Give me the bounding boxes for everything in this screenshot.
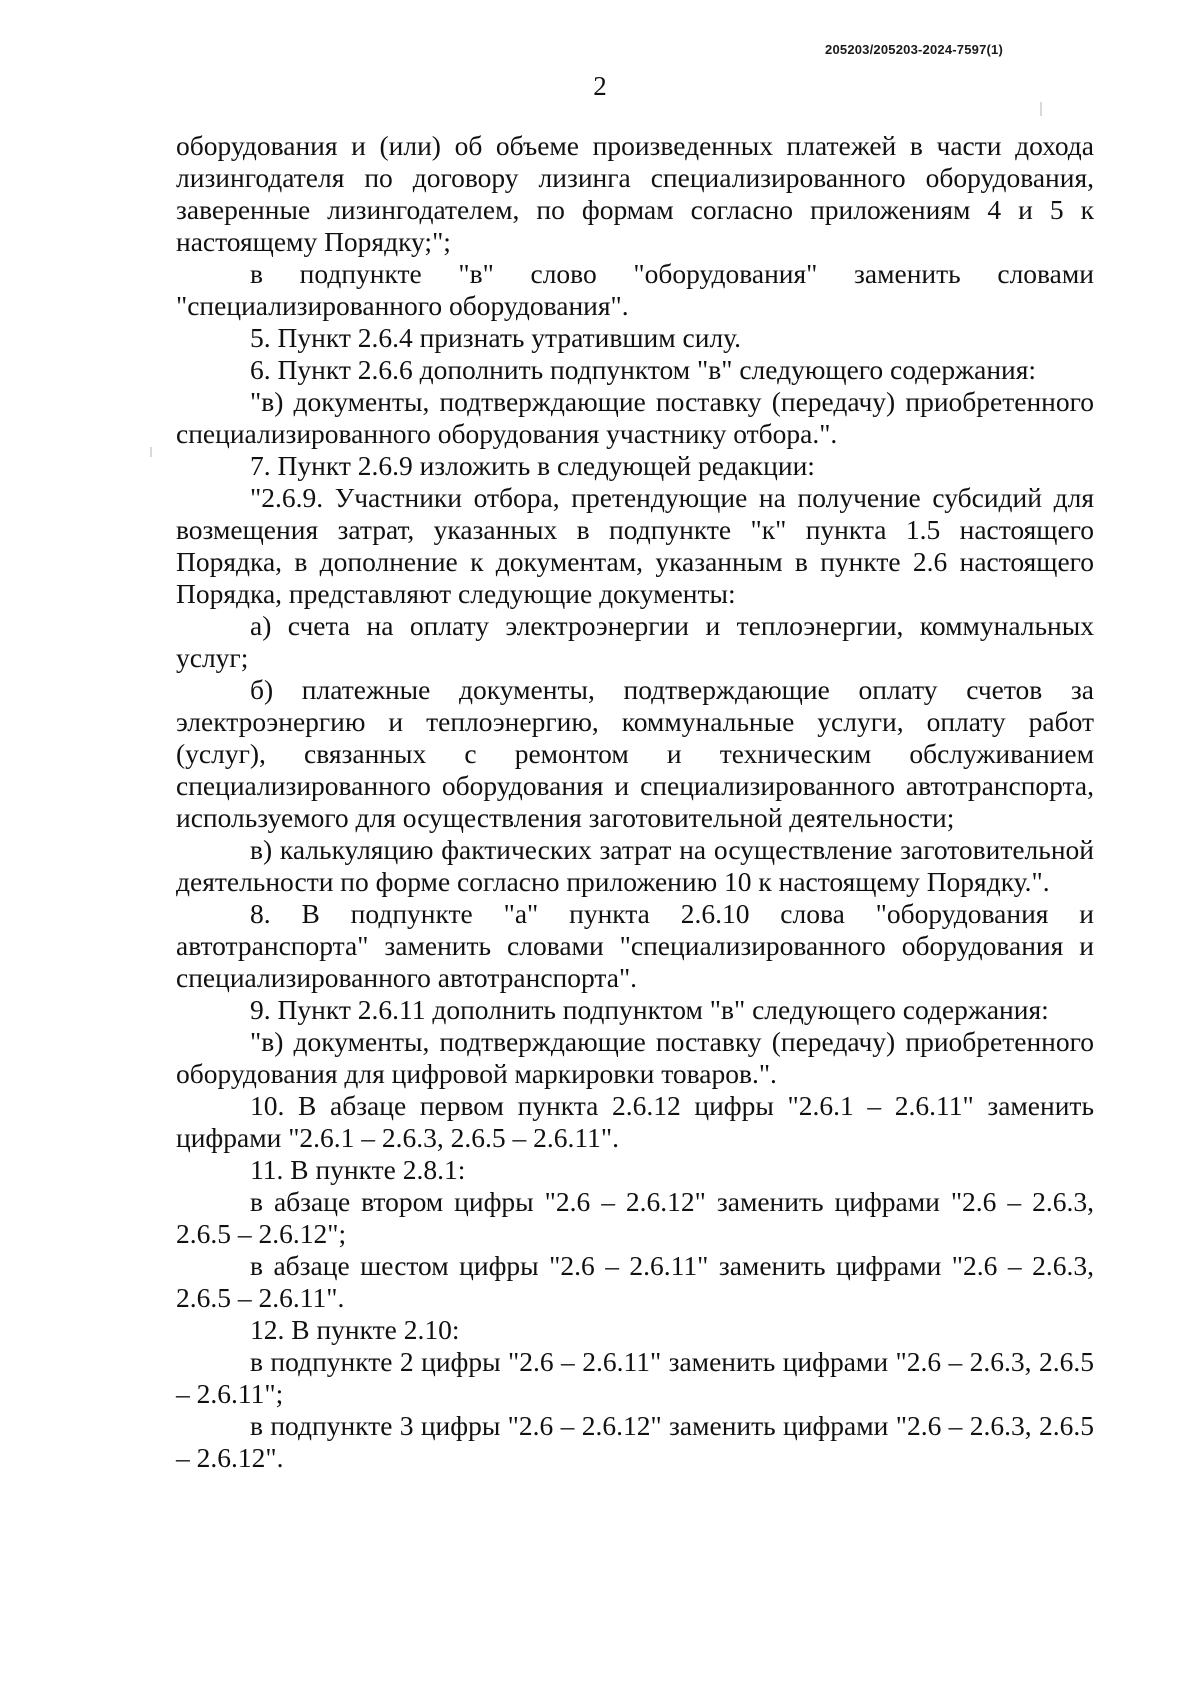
paragraph-item-5: 5. Пункт 2.6.4 признать утратившим силу. <box>250 322 742 353</box>
paragraph: в абзаце втором цифры "2.6 – 2.6.12" заменить цифрами "2.6 – 2.6.3, 2.6.5 – 2.6.12"; <box>176 1186 1094 1249</box>
paragraph: в подпункте 2 цифры "2.6 – 2.6.11" заменить цифрами "2.6 – 2.6.3, 2.6.5 – 2.6.11"; <box>176 1346 1094 1409</box>
paragraph-quote: "2.6.9. Участники отбора, претендующие на получение субсидий для возмещения затрат, указанных в подпункте "к" пункта 1.5 настоящего Порядка, в дополнение к документам, указанным в пункте 2.6 настоящего Порядка, представляют следующие документы: <box>176 482 1094 609</box>
paragraph-item-10: 10. В абзаце первом пункта 2.6.12 цифры "2.6.1 – 2.6.11" заменить цифрами "2.6.1 – 2.6.3, 2.6.5 – 2.6.11". <box>176 1090 1094 1153</box>
scan-artifact-mark <box>150 447 152 457</box>
paragraph-item-12: 12. В пункте 2.10: <box>250 1314 460 1345</box>
paragraph-quote: "в) документы, подтверждающие поставку (передачу) приобретенного специализированного оборудования участнику отбора.". <box>176 386 1094 449</box>
paragraph-item-11: 11. В пункте 2.8.1: <box>250 1154 466 1185</box>
paragraph-continuation: оборудования и (или) об объеме произведенных платежей в части дохода лизингодателя по договору лизинга специализированного оборудования, заверенные лизингодателем, по формам согласно приложениям 4 и 5 к настоящему Порядку;"; <box>176 130 1094 257</box>
paragraph-subitem-a: а) счета на оплату электроэнергии и теплоэнергии, коммунальных услуг; <box>176 610 1094 673</box>
document-number: 205203/205203-2024-7597(1) <box>825 42 1003 57</box>
paragraph: в подпункте 3 цифры "2.6 – 2.6.12" заменить цифрами "2.6 – 2.6.3, 2.6.5 – 2.6.12". <box>176 1410 1094 1473</box>
paragraph-item-8: 8. В подпункте "а" пункта 2.6.10 слова "оборудования и автотранспорта" заменить словами "специализированного оборудования и специализированного автотранспорта". <box>176 898 1094 993</box>
paragraph: в абзаце шестом цифры "2.6 – 2.6.11" заменить цифрами "2.6 – 2.6.3, 2.6.5 – 2.6.11". <box>176 1250 1094 1313</box>
paragraph-item-9: 9. Пункт 2.6.11 дополнить подпунктом "в" следующего содержания: <box>250 994 1049 1025</box>
paragraph-subitem-v: в) калькуляцию фактических затрат на осуществление заготовительной деятельности по форме согласно приложению 10 к настоящему Порядку.". <box>176 834 1094 897</box>
paragraph-subitem-b: б) платежные документы, подтверждающие оплату счетов за электроэнергию и теплоэнергию, коммунальные услуги, оплату работ (услуг), связанных с ремонтом и техническим обслуживанием специализированного оборудования и специализированного автотранспорта, используемого для осуществления заготовительной деятельности; <box>176 674 1094 833</box>
paragraph: в подпункте "в" слово "оборудования" заменить словами "специализированного оборудования". <box>176 258 1094 321</box>
scan-artifact-mark <box>1040 102 1042 116</box>
paragraph-item-6: 6. Пункт 2.6.6 дополнить подпунктом "в" следующего содержания: <box>250 354 1037 385</box>
paragraph-quote: "в) документы, подтверждающие поставку (передачу) приобретенного оборудования для цифровой маркировки товаров.". <box>176 1026 1094 1089</box>
paragraph-item-7: 7. Пункт 2.6.9 изложить в следующей редакции: <box>250 450 815 481</box>
document-body <box>176 130 1094 1474</box>
page-number: 2 <box>593 71 607 101</box>
